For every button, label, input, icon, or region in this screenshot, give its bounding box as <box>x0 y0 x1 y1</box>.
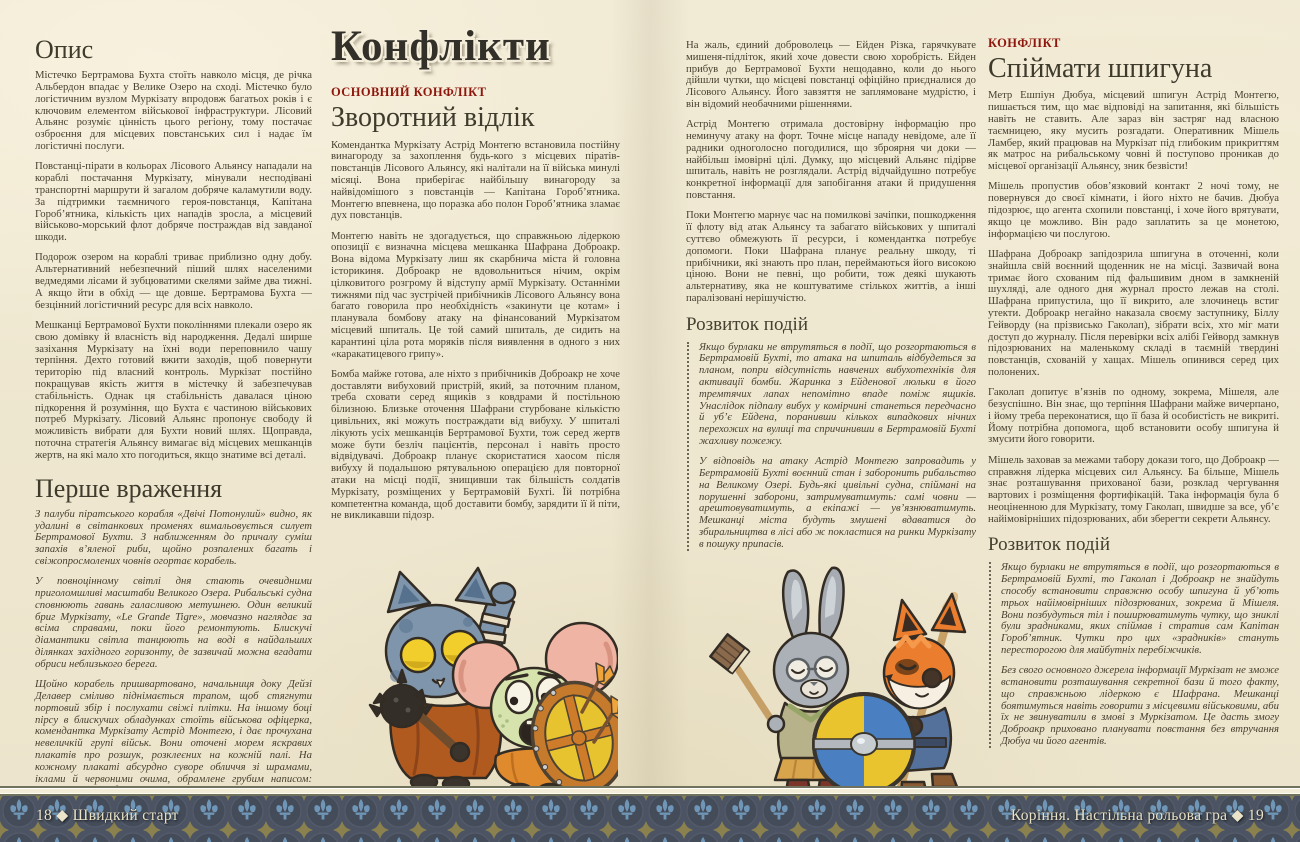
section-heading-description: Опис <box>35 35 94 64</box>
section-heading-catch-spy: Спіймати шпигуна <box>988 53 1213 84</box>
heading-development-1: Розвиток подій <box>686 313 809 335</box>
page19-column-2 <box>988 36 1279 756</box>
paragraph: Гаколап допитує в’язнів по одному, зокрема, Мішеля, але безуспішно. Він знає, що терпіння Шафрани майже вичерпано, і йому треба переконатися, що її база й особистість не викриті. Йому потрібна допомога, щоб встановити особу шпигуна й змусити його говорити. <box>988 386 1279 446</box>
illustration-rabbit-and-fox <box>692 560 978 802</box>
chapter-title: Конфлікти <box>331 23 551 70</box>
paragraph: Щойно корабель пришвартовано, начальниця доку Дейзі Делавер сміливо піднімається трапом, щоб стягнути портовий збір і послухати свіжі плітки. На іншому боці пірсу в блискучих обладунках стоїть військова офіцерка, комендантка Муркізату Астрід Монтегю, і дає прочухана невеличкій групі військ. Вони оточені морем яскравих плакатів про розшук, розклеєних на кожній палі. На кожному плакаті абсурдно суворе обличчя зі шрамами, іклами й червоними очима, обрамлене грубим написом: <box>35 678 312 785</box>
footer-divider <box>0 786 1300 796</box>
paragraph: Поки Монтегю марнує час на помилкові зачіпки, пошкодження її флоту від атак Альянсу та забагато військових у шпиталі суттєво обмежують її ресурси, і комендантка потребує допомоги. Поки Шафрана планує реальну шкоду, ті прибічники, які знають про план, переймаються його високою ціною. Вони не певні, що робити, тож деякі шукають альтернативу, яка не коштуватиме стількох життів, а інші паралізовані нерішучістю. <box>686 209 976 304</box>
paragraph: Астрід Монтегю отримала достовірну інформацію про неминучу атаку на форт. Точне місце нападу невідоме, але її радники одноголосно погодилися, що зброярня чи доки — найбільш імовірні цілі. Думку, що місцевий Альянс підірве шпиталь, навіть не розглядали. Астрід відчайдушно потребує конкретної інформації для запобігання атаки й придушення повстання. <box>686 118 976 202</box>
paragraph: Якщо бурлаки не втрутяться в події, що розгортаються в Бертрамовій Бухті, то Гаколап і Доброакр не знайдуть способу встановити справжню особу шпигуна й уб’ють трьох найімовірніших підозрюваних, зокрема й Мішеля. Вони позбудуться тіл і поширюватимуть чутку, що зниклі були зрадниками, яких спіймав і стратив сам Капітан Гороб’ятник. Чутки про цих «зрадників» стануть пересторогою для майбутніх перебіжчиків. <box>1001 561 1279 656</box>
paragraph: Монтегю навіть не здогадується, що справжньою лідеркою опозиції є визначна місцева мешканка Шафрана Доброакр. Вона відома Муркізату лиш як скарбнича міста й головна історикиня. Доброакр не вдовольниться нічим, окрім цілковитого розгрому й відступу армії Муркізату. Останніми тижнями під час зустрічей прибічників Лісового Альянсу вона багато говорила про необхідність «закинути це котам» і планувала бомбову атаку на фінансований Муркізатом місцевий шпиталь. Це той самий шпиталь, де сидить на карантині ціла рота моряків після виявлення в одного з них «каракатицевого грипу». <box>331 229 620 360</box>
paragraph: Без свого основного джерела інформації Муркізат не зможе встановити розташування секретної бази й того факту, що справжньою лідеркою є Шафрана. Мешканці боятимуться навіть говорити з місцевими військовими, аби їх не звинуватили в змові з Муркізатом. Це дасть змогу Доброакр приховано планувати повстання без втручання Дюбуа чи його агентів. <box>1001 664 1279 748</box>
paragraph: Комендантка Муркізату Астрід Монтегю встановила постійну винагороду за захоплення будь-кого з місцевих піратів-повстанців Лісового Альянсу, які налітали на її війська минулі місяці. Вона приберігає найбільшу винагороду за найвідомішого з повстанців — Капітана Гороб’ятника. Монтегю впевнена, що поразка або полон Гороб’ятника зламає дух повстанців. <box>331 138 620 222</box>
event-outcome-block <box>687 342 976 551</box>
page19-column-1 <box>686 40 976 559</box>
kicker-conflict: КОНФЛІКТ <box>988 36 1061 50</box>
paragraph: Якщо бурлаки не втрутяться в події, що розгортаються в Бертрамовій Бухті, то атака на шпиталь відбудеться за планом, попри відсутність навчених вибухотехніків для активації бомби. Жаринка з Ейденової люльки в його тремтячих лапах непомітно впаде поміж ящиків. Унаслідок підпалу вибух у комірчині станеться передчасно й уб’є Ейдена, поранивши кількох випадкових нічних перехожих на вулиці та спричинивши в Бертрамовій Бухті жахливу пожежу. <box>699 340 976 447</box>
paragraph: Подорож озером на кораблі триває приблизно одну добу. Альтернативний небезпечний піший шлях населеними ведмедями лісами й зубцюватими скелями займе два тижні. А якщо йти в обхід — ще довше. Бертрамова Бухта — безцінний логістичний ресурс для всіх навколо. <box>35 251 312 311</box>
page18-column-1 <box>35 36 312 817</box>
paragraph: У відповідь на атаку Астрід Монтегю запровадить у Бертрамовій Бухті воєнний стан і заборонить рибальство на Великому Озері. Будь-які цивільні судна, спіймані на порушенні заборони, затримуватимуть: самі човни — арештовуватимуть, а екіпажі — ув’язнюватимуть. Мешканці міста будуть змушені вдаватися до збиральництва в лісі або ж покластися на ринки Муркізату в пошуку припасів. <box>699 455 976 550</box>
page18-column-2 <box>331 24 620 531</box>
paragraph: З палуби піратського корабля «Двічі Потонулий» видно, як удалині в світанкових променях вимальовується силует Бертрамової Бухти. З наближенням до причалу суміш запахів в’яленої риби, щойно розпалених багать і свіжопросмолених човнів огортає корабель. <box>35 507 312 567</box>
kicker-main-conflict: ОСНОВНИЙ КОНФЛІКТ <box>331 85 487 100</box>
footer-bar <box>0 796 1300 842</box>
paragraph: Бомба майже готова, але ніхто з прибічників Доброакр не хоче доставляти вибуховий пристрій, який, за поточним планом, треба сховати серед ящиків з ковдрами й постільною білизною. Близьке оточення Шафрани стурбоване кількістю цивільних, які можуть постраждати від вибуху. У шпиталі лікують усіх мешканців Бертрамової Бухти, тож серед жертв може бути безліч пацієнтів, персонал і навіть просто відвідувачі. Доброакр планує скористатися хаосом після вибуху й подальшою рятувальною операцією для повторної атаки на місці події, знищивши так більшість солдатів Муркізату, розміщених у Бертрамовій Бухті. Їй потрібна компетентна команда, щоб доставити бомбу, зарядити її й піти, не викликавши підозр. <box>331 367 620 522</box>
footer-page-label-right: Коріння. Настільна рольова гра ◆ 19 <box>1010 807 1264 824</box>
paragraph: Повстанці-пірати в кольорах Лісового Альянсу нападали на кораблі постачання Муркізату, мінували несподівані транспортні маршрути й загалом добряче каламутили воду. За підтримки таємничого героя-повстанця, Капітана Гороб’ятника, кількість цих нападів зросла, а місцевий військово-морський флот добряче постраждав від завданої шкоди. <box>35 160 312 244</box>
paragraph: У повноцінному світлі дня стають очевидними приголомшливі масштаби Великого Озера. Рибальські судна сповнюють гавань галасливою метушнею. Один великий бриг Муркізату, «Le Grande Tigre», мовчазно наглядає за всіма справами, поки його ремонтують. Блискучі діамантики світла танцюють на воді в найдальших ділянках західного горизонту, де зазвичай можна вгадати обриси неблизького берега. <box>35 575 312 670</box>
footer-page-label-left: 18 ◆ Швидкий старт <box>36 807 179 824</box>
paragraph: На жаль, єдиний доброволець — Ейден Різка, гарячкувате мишеня-підліток, який хоче довести свою хоробрість. Ейден прибув до Бертрамової Бухти нещодавно, коли до нього дійшли чутки, що місцеві повстанці офіційно приєдналися до Лісового Альянсу. Його завзяття не заплямоване мудрістю, і він відомий необачними рішеннями. <box>686 39 976 110</box>
paragraph: Мішель пропустив обов’язковий контакт 2 ночі тому, не повернувся до своєї кімнати, і його ніхто не бачив. Дюбуа підозрює, що агента схопили повстанці, і хоче його врятувати, якщо це можливо. Він радо заплатить за це монетою, інформацією чи послугою. <box>988 180 1279 240</box>
illustration-cat-and-mouse <box>336 558 618 794</box>
event-outcome-block <box>989 562 1279 747</box>
paragraph: Шафрана Доброакр запідозрила шпигуна в оточенні, коли знайшла свій воєнний щоденник не на місці. Зазвичай вона тримає його схованим під фальшивим дном в замкненій шухляді, але одного дня журнал просто лежав на столі. Шафрана припустила, що її викрито, але злочинець встиг утекти. Доброакр негайно наказала своєму заступнику, Біллу Гейворду (на прізвисько Гаколап), зібрати всіх, хто міг мати доступ до журналу. Після перевірки всіх алібі Гейворд замкнув підозрюваних на маленькому складі в таємній твердині повстанців, схованій у хащах. Мішель опинився серед цих полонених. <box>988 247 1279 378</box>
heading-development-2: Розвиток подій <box>988 534 1111 556</box>
paragraph: Мешканці Бертрамової Бухти поколіннями плекали озеро як свою домівку й власність від народження. Дедалі ширше зазіхання Муркізату на їхні води переповнило чашу терпіння. Дехто готовий вжити заходів, щоб повернути територію під власний контроль. Муркізат постійно покращував якість життя в містечку й забезпечував стабільність. Однак ця стабільність давалася ціною підкорення й розуміння, що Бухта є частиною військових потреб Муркізату. Лісовий Альянс пропонує свободу й можливість вибрати для Бухти новий шлях. Щоправда, поточна стратегія Альянсу вимагає від місцевих мешканців жертв, на які мало хто погодиться, якщо знатиме всі деталі. <box>35 318 312 461</box>
paragraph: Метр Ешпіун Дюбуа, місцевий шпигун Астрід Монтегю, пишається тим, що має відповіді на запитання, які більшість навіть не ставить. Але зараз він застряг над власною таємницею, яку мусить розгадати. Оперативник Мішель Ламбер, який працював на Муркізат під глибоким прикриттям як матрос на рибальському човні й поступово проникав до місцевої організації Альянсу, зник безвісти! <box>988 89 1279 173</box>
paragraph: Містечко Бертрамова Бухта стоїть навколо місця, де річка Альбердон впадає у Велике Озеро на сході. Містечко було логістичним вузлом Муркізату впродовж багатьох років і є ключовим елементом військової інфраструктури. Лісовий Альянс розуміє цінність цього регіону, тому постачає озброєння для місцевих повстанських сил і надає їм логістичні послуги. <box>35 69 312 153</box>
section-heading-countdown: Зворотний відлік <box>331 102 535 134</box>
paragraph: Мішель заховав за межами табору докази того, що Доброакр — справжня лідерка місцевих сил Альянсу. Ба більше, Мішель знає розташування прихованої бази, розклад чергування вартових і розміщення фортифікацій. Така інформація була б неоціненною для Муркізату, тому Гаколап, швидше за все, уб’є найімовірніших підозрюваних, аби зберегти секрети Альянсу. <box>988 453 1279 525</box>
section-heading-first-impression: Перше враження <box>35 473 223 503</box>
